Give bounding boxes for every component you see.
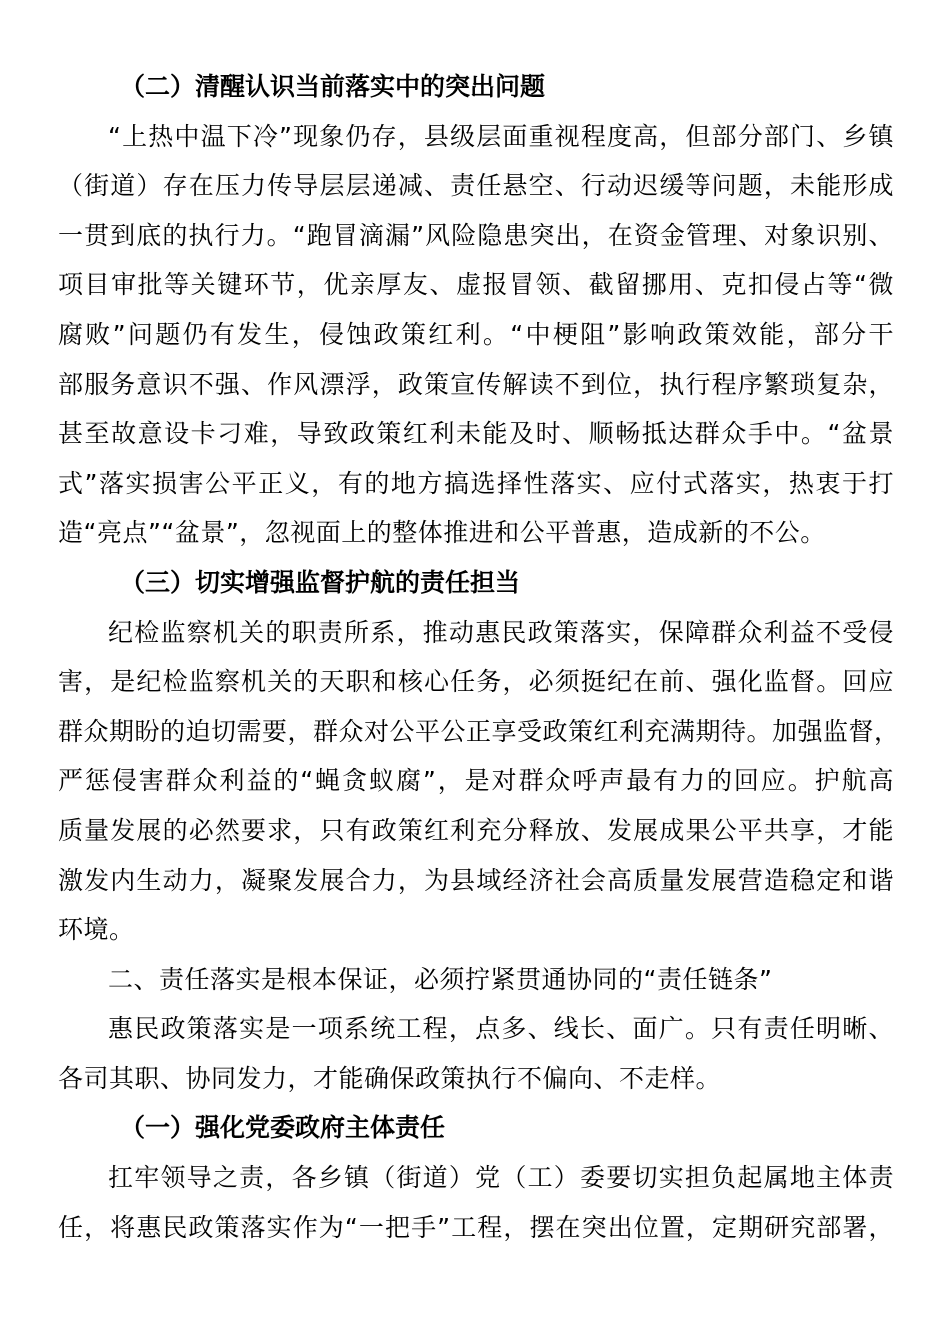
- paragraph-leadership: [58, 1153, 894, 1252]
- paragraph-supervision: [58, 608, 900, 955]
- heading-one: （一）强化党委政府主体责任: [120, 1113, 446, 1143]
- paragraph-problems: [58, 112, 894, 558]
- text-line: “上热中温下冷”现象仍存，县级层面重视程度高，但部分部门、乡镇: [108, 121, 894, 151]
- text-line: 造“亮点”“盆景”，忽视面上的整体推进和公平普惠，造成新的不公。: [58, 518, 826, 548]
- text-line: 任，将惠民政策落实作为“一把手”工程，摆在突出位置，定期研究部署，: [58, 1212, 894, 1242]
- text-line: 害，是纪检监察机关的天职和核心任务，必须挺纪在前、强化监督。回应: [58, 667, 894, 697]
- heading-three: （三）切实增强监督护航的责任担当: [120, 567, 521, 597]
- section-two-title: 二、责任落实是根本保证，必须拧紧贯通协同的“责任链条”: [108, 964, 773, 994]
- text-line: 腐败”问题仍有发生，侵蚀政策红利。“中梗阻”影响政策效能，部分干: [58, 319, 894, 349]
- text-line: 激发内生动力，凝聚发展合力，为县域经济社会高质量发展营造稳定和谐: [58, 865, 894, 895]
- text-line: 项目审批等关键环节，优亲厚友、虚报冒领、截留挪用、克扣侵占等“微: [58, 270, 894, 300]
- paragraph-system-project: [58, 1004, 894, 1103]
- text-line: 一贯到底的执行力。“跑冒滴漏”风险隐患突出，在资金管理、对象识别、: [58, 220, 894, 250]
- text-line: （街道）存在压力传导层层递减、责任悬空、行动迟缓等问题，未能形成: [58, 171, 894, 201]
- text-line: 环境。: [58, 915, 135, 945]
- document-page: [58, 62, 900, 1252]
- text-line: 各司其职、协同发力，才能确保政策执行不偏向、不走样。: [58, 1063, 722, 1093]
- text-line: 群众期盼的迫切需要，群众对公平公正享受政策红利充满期待。加强监督，: [58, 716, 900, 746]
- text-line: 严惩侵害群众利益的“蝇贪蚁腐”，是对群众呼声最有力的回应。护航高: [58, 766, 894, 796]
- text-line: 甚至故意设卡刁难，导致政策红利未能及时、顺畅抵达群众手中。“盆景: [58, 419, 894, 449]
- text-line: 质量发展的必然要求，只有政策红利充分释放、发展成果公平共享，才能: [58, 815, 894, 845]
- text-line: 部服务意识不强、作风漂浮，政策宣传解读不到位，执行程序繁琐复杂，: [58, 369, 894, 399]
- text-line: 扛牢领导之责，各乡镇（街道）党（工）委要切实担负起属地主体责: [108, 1163, 894, 1193]
- text-line: 纪检监察机关的职责所系，推动惠民政策落实，保障群众利益不受侵: [108, 617, 894, 647]
- heading-two: （二）清醒认识当前落实中的突出问题: [120, 72, 546, 101]
- text-line: 惠民政策落实是一项系统工程，点多、线长、面广。只有责任明晰、: [108, 1014, 894, 1044]
- text-line: 式”落实损害公平正义，有的地方搞选择性落实、应付式落实，热衷于打: [58, 468, 894, 498]
